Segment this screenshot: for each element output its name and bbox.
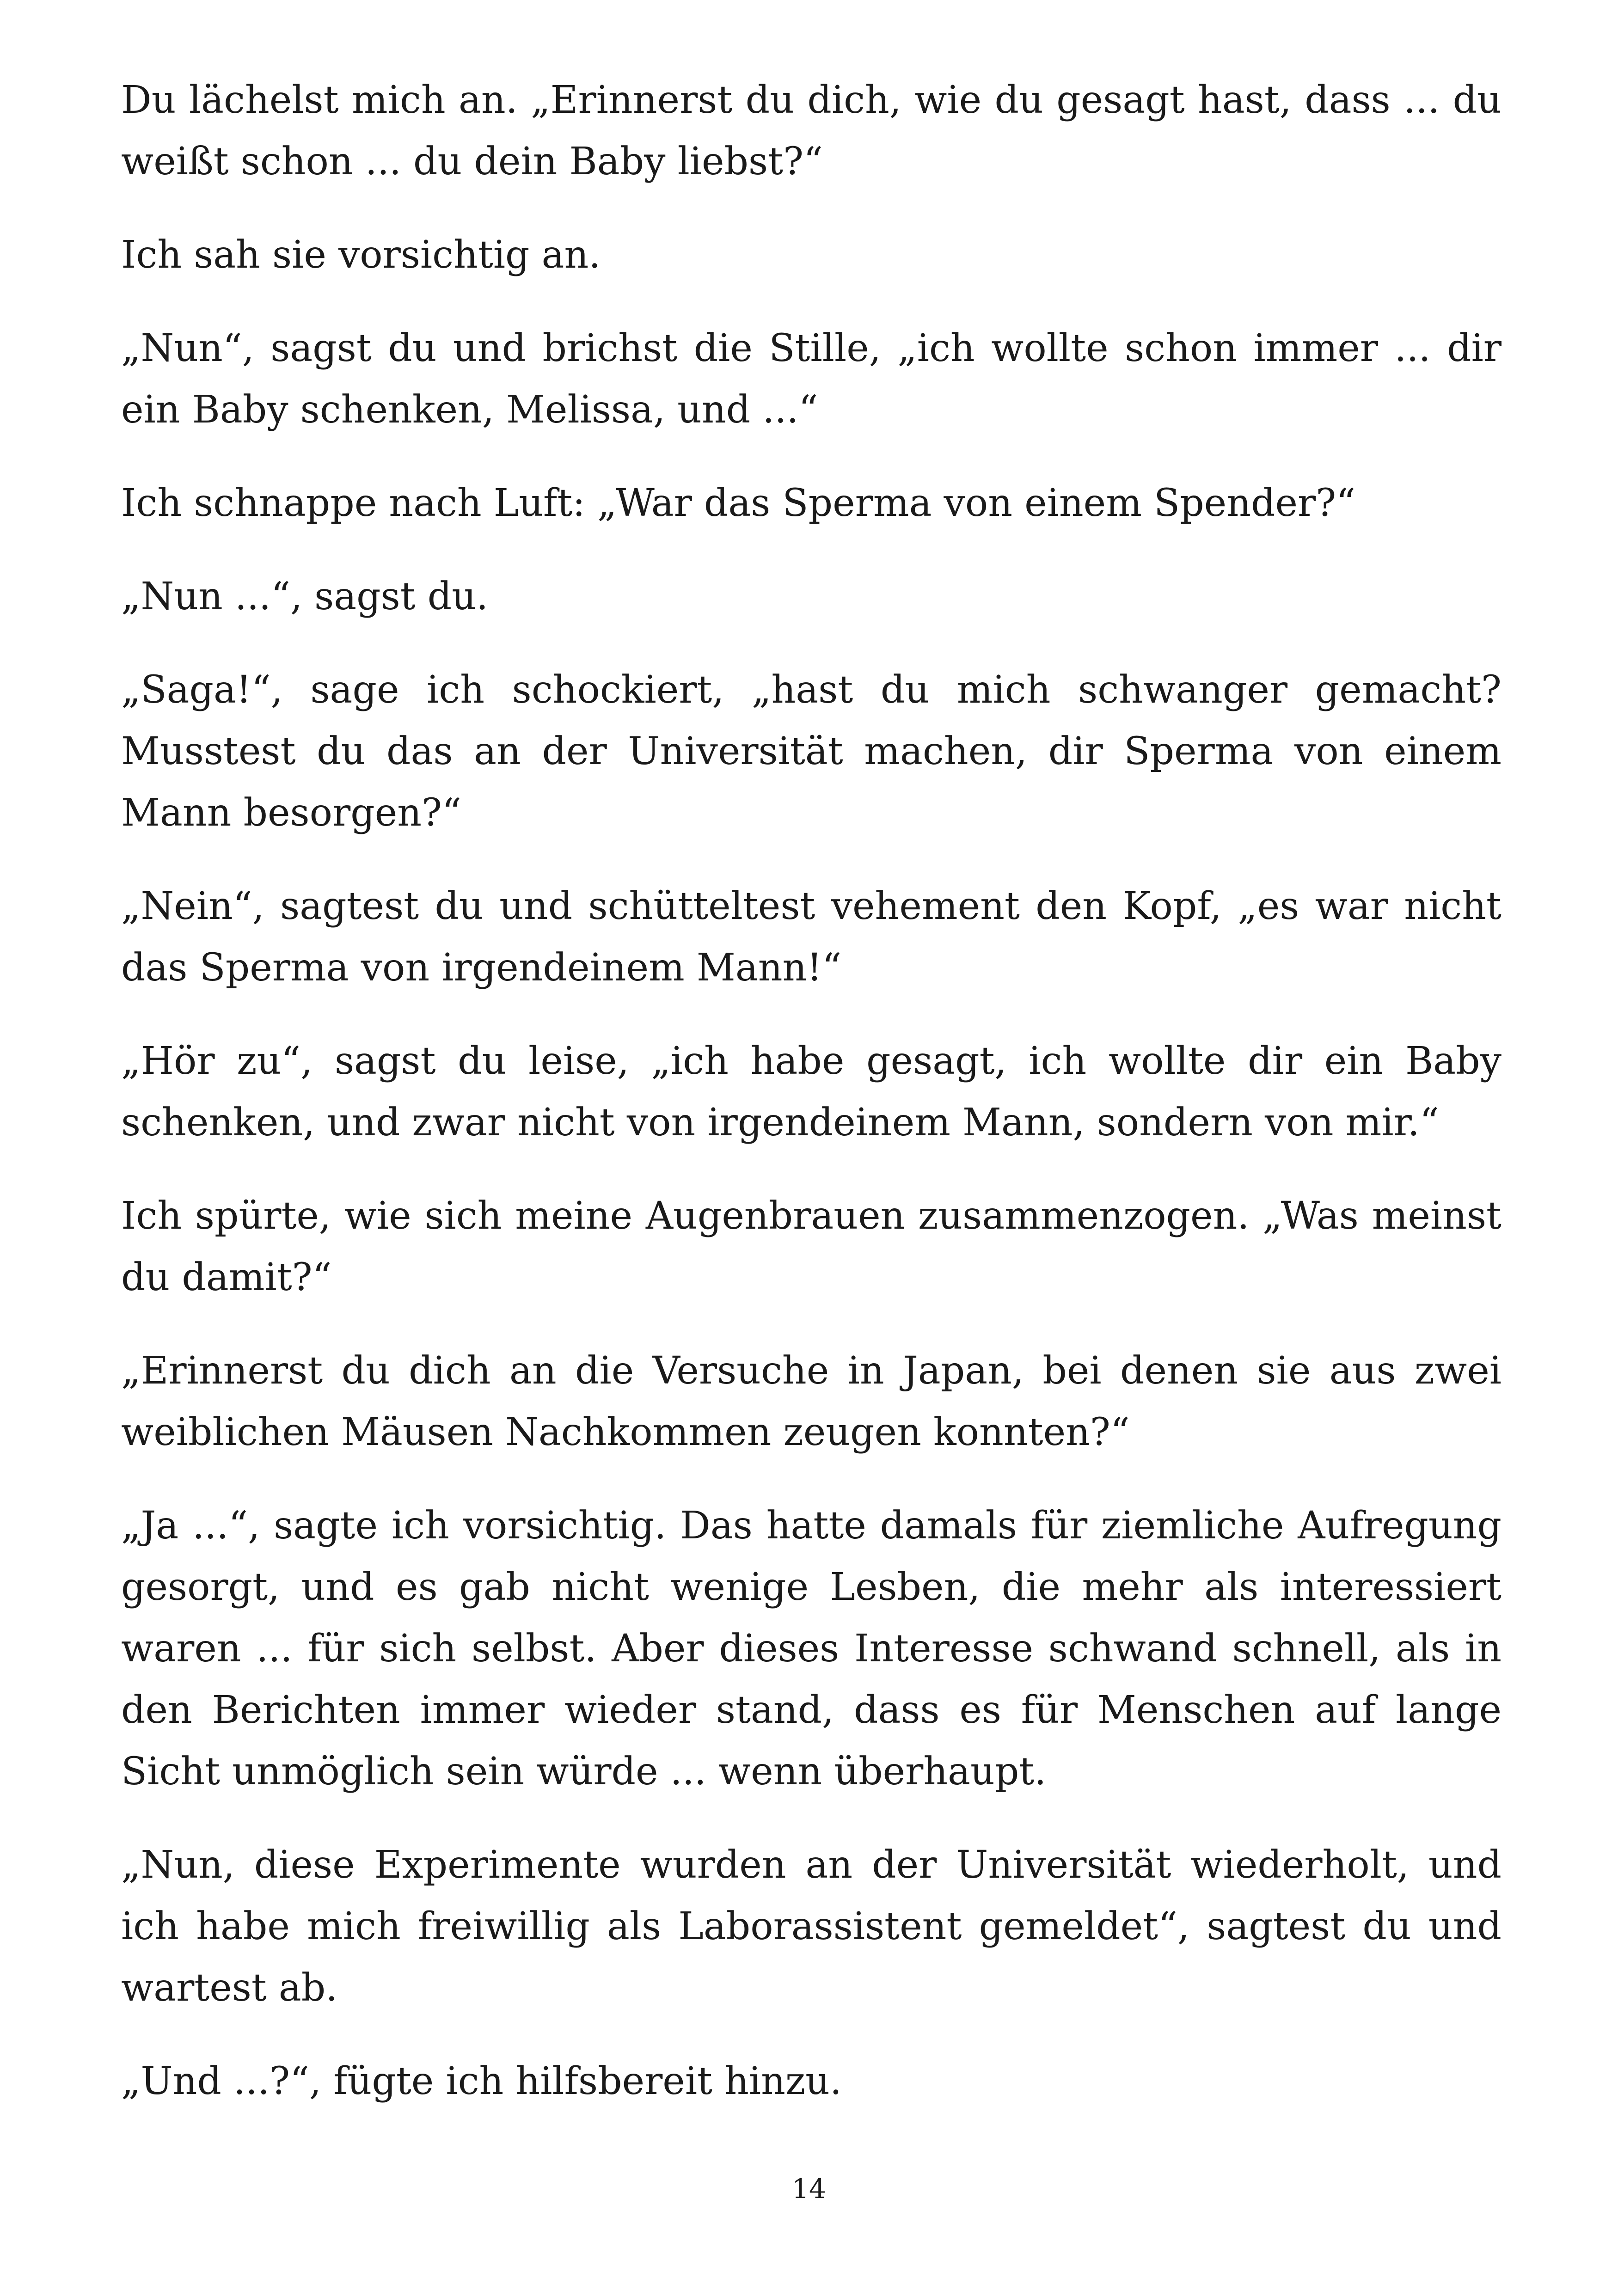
- paragraph: „Erinnerst du dich an die Versuche in Japan, bei denen sie aus zwei weiblichen Mäusen Nachkommen zeugen konnten?“: [121, 1349, 1502, 1454]
- paragraph: „Hör zu“, sagst du leise, „ich habe gesagt, ich wollte dir ein Baby schenken, und zwar nicht von irgendeinem Mann, sondern von mir.“: [121, 1039, 1502, 1145]
- paragraph: „Ja ...“, sagte ich vorsichtig. Das hatte damals für ziemliche Aufregung gesorgt, und es gab nicht wenige Lesben, die mehr als interessiert waren ... für sich selbst. Aber dieses Interesse schwand schnell, als in den Berichten immer wieder stand, dass es für Menschen auf lange Sicht unmöglich sein würde ... wenn überhaupt.: [121, 1504, 1502, 1794]
- paragraph: Du lächelst mich an. „Erinnerst du dich, wie du gesagt hast, dass ... du weißt schon ... du dein Baby liebst?“: [121, 78, 1502, 184]
- paragraph: „Nein“, sagtest du und schütteltest vehement den Kopf, „es war nicht das Sperma von irgendeinem Mann!“: [121, 884, 1502, 990]
- paragraph: „Nun ...“, sagst du.: [121, 575, 489, 618]
- paragraph: „Und ...?“, fügte ich hilfsbereit hinzu.: [121, 2059, 842, 2103]
- paragraph: „Saga!“, sage ich schockiert, „hast du mich schwanger gemacht? Musstest du das an der Universität machen, dir Sperma von einem Mann besorgen?“: [121, 668, 1502, 835]
- paragraph: „Nun, diese Experimente wurden an der Universität wiederholt, und ich habe mich freiwillig als Laborassistent gemeldet“, sagtest du und wartest ab.: [121, 1843, 1502, 2010]
- paragraph: Ich schnappe nach Luft: „War das Sperma von einem Spender?“: [121, 481, 1356, 525]
- paragraph: „Nun“, sagst du und brichst die Stille, „ich wollte schon immer ... dir ein Baby schenken, Melissa, und ...“: [121, 326, 1502, 432]
- paragraph: Ich spürte, wie sich meine Augenbrauen zusammenzogen. „Was meinst du damit?“: [121, 1194, 1502, 1299]
- paragraph: Ich sah sie vorsichtig an.: [121, 233, 601, 277]
- page-number: 14: [792, 2173, 826, 2204]
- body-text: [121, 69, 1502, 2144]
